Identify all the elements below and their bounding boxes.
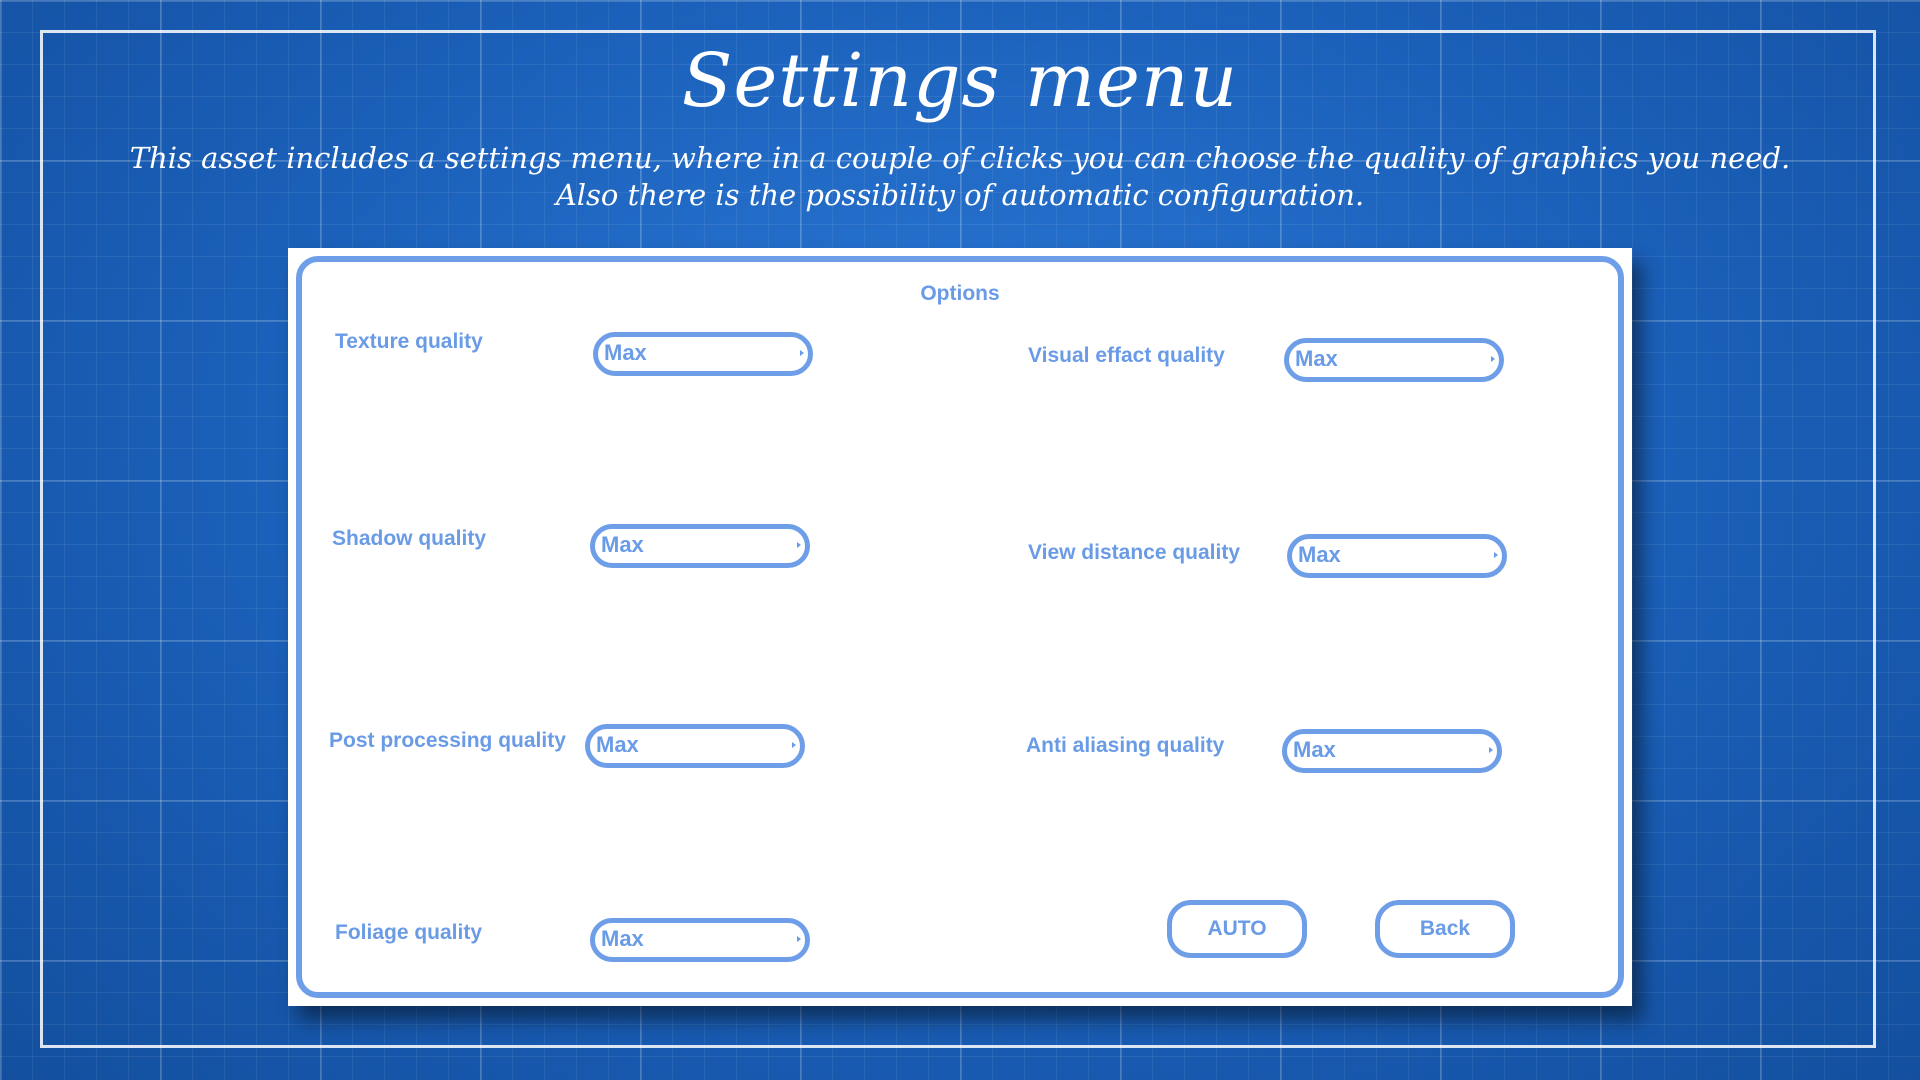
dropdown-arrow-icon [797, 936, 801, 942]
texture-quality-dropdown[interactable] [593, 332, 813, 376]
subtitle-line-2: Also there is the possibility of automatic configuration. [555, 178, 1365, 212]
dropdown-arrow-icon [1489, 747, 1493, 753]
dropdown-arrow-icon [1494, 552, 1498, 558]
auto-button[interactable]: AUTO [1167, 900, 1307, 958]
foliage-quality-value: Max [601, 926, 644, 951]
dropdown-arrow-icon [1491, 356, 1495, 362]
page-title: Settings menu [681, 38, 1239, 124]
options-panel [288, 248, 1632, 1006]
anti-aliasing-quality-label: Anti aliasing quality [1026, 734, 1225, 757]
anti-aliasing-quality-dropdown[interactable] [1282, 729, 1502, 773]
foliage-quality-label: Foliage quality [335, 921, 483, 944]
shadow-quality-dropdown[interactable] [590, 524, 810, 568]
dropdown-arrow-icon [797, 542, 801, 548]
view-distance-quality-label: View distance quality [1028, 541, 1241, 564]
back-button[interactable]: Back [1375, 900, 1515, 958]
options-title: Options [920, 282, 1000, 305]
view-distance-quality-dropdown[interactable] [1287, 534, 1507, 578]
view-distance-quality-value: Max [1298, 542, 1341, 567]
visual-effect-quality-value: Max [1295, 346, 1338, 371]
shadow-quality-value: Max [601, 532, 644, 557]
dropdown-arrow-icon [800, 350, 804, 356]
page-subtitle [80, 140, 1840, 214]
dropdown-arrow-icon [792, 742, 796, 748]
visual-effect-quality-label: Visual effact quality [1028, 344, 1225, 367]
post-processing-quality-value: Max [596, 732, 639, 757]
subtitle-line-1: This asset includes a settings menu, where in a couple of clicks you can choose the quality of graphics you need. [129, 141, 1791, 175]
post-processing-quality-dropdown[interactable] [585, 724, 805, 768]
texture-quality-value: Max [604, 340, 647, 365]
texture-quality-label: Texture quality [335, 330, 483, 353]
shadow-quality-label: Shadow quality [332, 527, 487, 550]
anti-aliasing-quality-value: Max [1293, 737, 1336, 762]
post-processing-quality-label: Post processing quality [329, 729, 566, 752]
visual-effect-quality-dropdown[interactable] [1284, 338, 1504, 382]
foliage-quality-dropdown[interactable] [590, 918, 810, 962]
